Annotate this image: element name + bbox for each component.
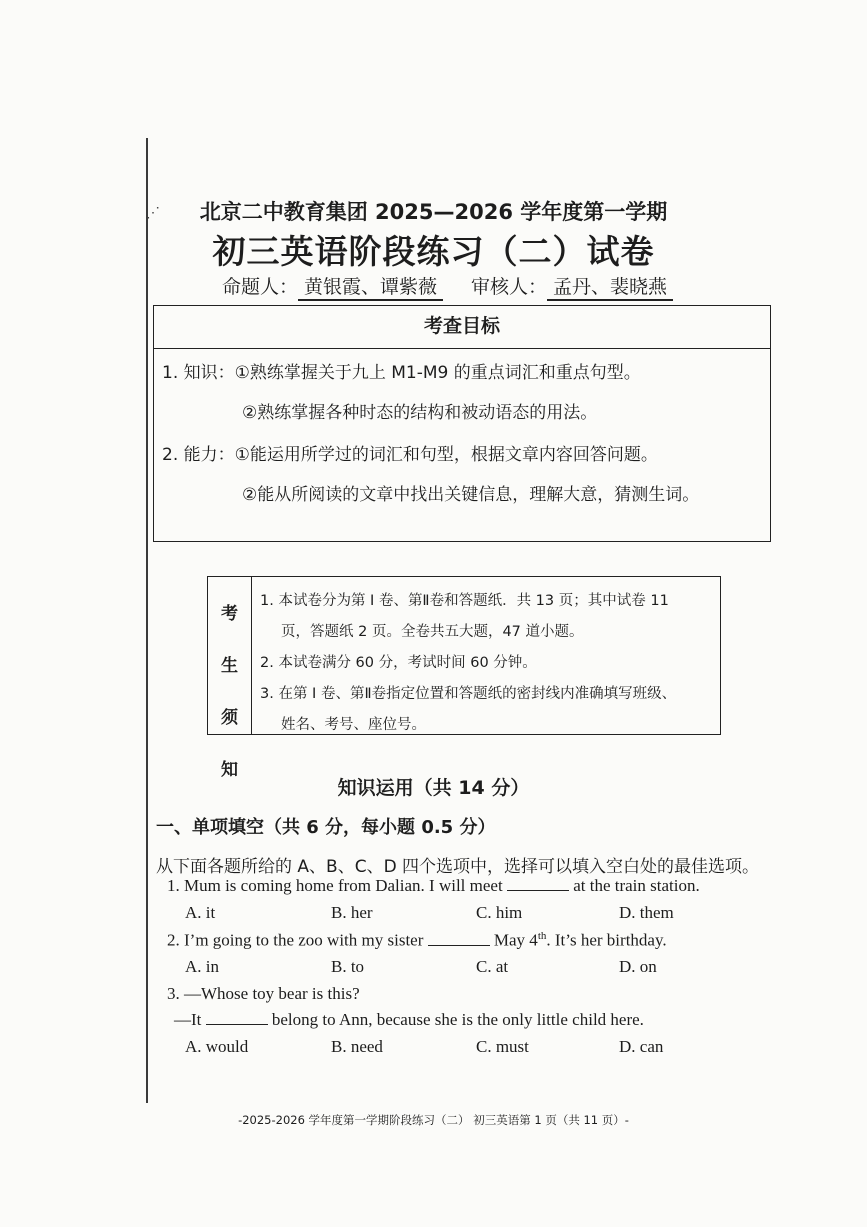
stem-text: at the train station. (573, 876, 700, 895)
authors-line (222, 272, 673, 299)
notice-line: 3. 在第 I 卷、第Ⅱ卷指定位置和答题纸的密封线内准确填写班级、 (260, 686, 677, 702)
question-stem (167, 930, 667, 951)
school-line: 北京二中教育集团 2025—2026 学年度第一学期 (199, 200, 668, 224)
option-a: A. it (185, 903, 216, 922)
stem-text: May 4 (493, 930, 538, 950)
stem-text: 1. Mum is coming home from Dalian. I will meet (167, 876, 503, 895)
option-d: D. them (619, 903, 674, 922)
answer-blank (507, 876, 569, 891)
setters: 黄银霞、谭紫薇 (298, 276, 443, 301)
notice-side-char: 须 (221, 708, 238, 728)
question-stem (174, 1010, 644, 1030)
option-d: D. can (619, 1037, 664, 1056)
instructions: 从下面各题所给的 A、B、C、D 四个选项中，选择可以填入空白处的最佳选项。 (156, 857, 760, 877)
notice-side-char: 生 (221, 656, 238, 676)
objectives-heading: 考查目标 (154, 306, 770, 349)
exam-title: 初三英语阶段练习（二）试卷 (212, 232, 655, 271)
option-a: A. would (185, 1037, 249, 1056)
stem-text: belong to Ann, because she is the only little child here. (271, 1010, 644, 1029)
option-a: A. in (185, 957, 219, 976)
answer-blank (428, 931, 490, 946)
notice-line: 页，答题纸 2 页。全卷共五大题，47 道小题。 (281, 624, 584, 640)
section-title: 知识运用（共 14 分） (337, 777, 530, 799)
notice-side-label (208, 577, 252, 780)
candidate-notice-box (207, 576, 721, 780)
notice-line: 1. 本试卷分为第 I 卷、第Ⅱ卷和答题纸．共 13 页；其中试卷 11 (260, 593, 669, 609)
question-stem (167, 876, 700, 896)
reviewers: 孟丹、裴晓燕 (547, 276, 673, 301)
objective-line: 2. 能力：①能运用所学过的词汇和句型，根据文章内容回答问题。 (162, 445, 658, 465)
objective-line: ②熟练掌握各种时态的结构和被动语态的用法。 (242, 403, 598, 423)
notice-side-char: 考 (221, 604, 238, 624)
option-c: C. must (476, 1037, 529, 1056)
option-b: B. need (331, 1037, 383, 1056)
binding-margin-line (146, 138, 148, 1103)
option-b: B. to (331, 957, 365, 976)
notice-line: 2. 本试卷满分 60 分，考试时间 60 分钟。 (260, 655, 537, 671)
stem-text: 2. I’m going to the zoo with my sister (167, 930, 424, 950)
setter-label: 命题人： (222, 276, 299, 298)
part-title: 一、单项填空（共 6 分，每小题 0.5 分） (156, 817, 496, 838)
notice-line: 姓名、考号、座位号。 (281, 717, 426, 733)
objectives-box (153, 305, 771, 542)
notice-side-char: 知 (221, 760, 238, 780)
reviewer-label: 审核人： (471, 276, 548, 298)
objective-line: 1. 知识：①熟练掌握关于九上 M1-M9 的重点词汇和重点句型。 (162, 363, 641, 383)
question-stem: 3. —Whose toy bear is this? (167, 984, 360, 1003)
superscript: th (537, 930, 547, 942)
option-b: B. her (331, 903, 373, 922)
option-d: D. on (619, 957, 657, 976)
stem-text: —It (174, 1010, 202, 1029)
objective-line: ②能从所阅读的文章中找出关键信息，理解大意，猜测生词。 (242, 485, 700, 505)
answer-blank (206, 1010, 268, 1025)
page-footer: -2025-2026 学年度第一学期阶段练习（二） 初三英语第 1 页（共 11 页）- (238, 1113, 629, 1127)
option-c: C. him (476, 903, 523, 922)
scan-mark: ⋰ (146, 205, 162, 221)
option-c: C. at (476, 957, 509, 976)
stem-text: . It’s her birthday. (546, 930, 667, 950)
